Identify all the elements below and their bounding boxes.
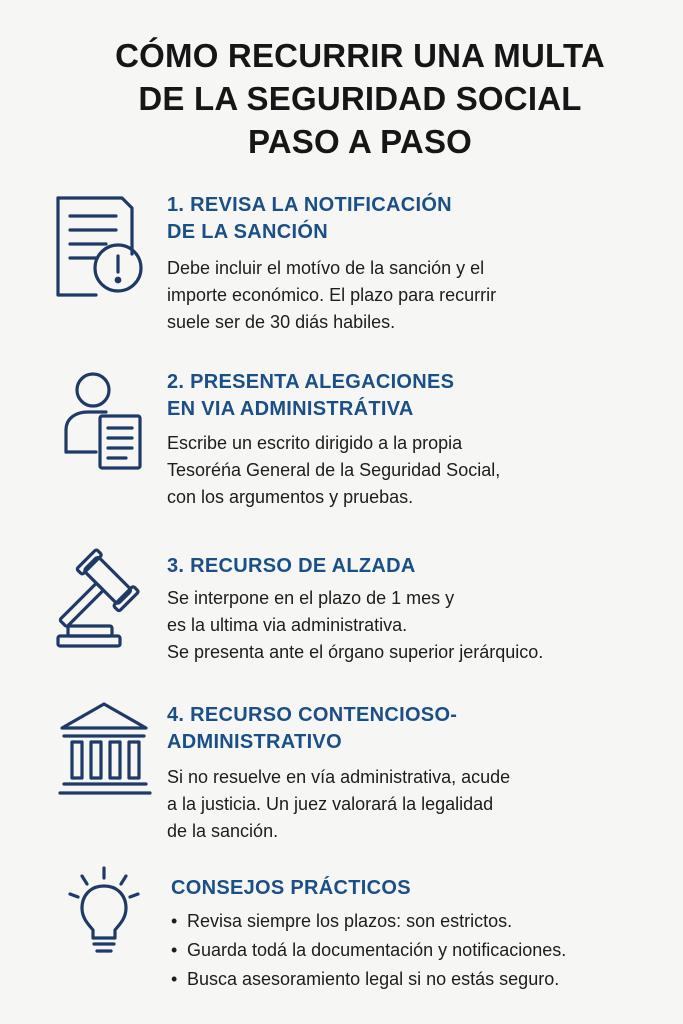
step-1-description-line: importe económico. El plazo para recurrir <box>167 285 497 305</box>
person-document-icon <box>60 370 146 476</box>
step-3-title-line-1: 3. RECURSO DE ALZADA <box>167 555 416 577</box>
step-1-description-line: suele ser de 30 diás habiles. <box>167 312 396 332</box>
page-title-line-3: PASO A PASO <box>247 123 473 160</box>
step-2-title-line-1: 2. PRESENTA ALEGACIONES <box>167 371 455 393</box>
step-4-title-line-2: ADMINISTRATIVO <box>167 731 342 753</box>
step-3-description <box>167 585 543 666</box>
step-2-description-line: Escribe un escrito dirigido a la propia <box>167 433 463 453</box>
step-3-description-line: es la ultima via administrativa. <box>167 615 408 635</box>
page-title-line-2: DE LA SEGURIDAD SOCIAL <box>138 80 582 117</box>
step-2-description-line: Tesoréńa General de la Seguridad Social, <box>167 460 501 480</box>
step-3-description-line: Se presenta ante el órgano superior jerárquico. <box>167 642 544 662</box>
tips-list-item: • Guarda todá la documentación y notificaciones. <box>171 936 566 965</box>
document-warning-icon <box>52 194 144 300</box>
step-4-description-line: de la sanción. <box>167 821 279 841</box>
step-4-description-line: Si no resuelve en vía administrativa, acude <box>167 767 511 787</box>
tips-list-item: • Busca asesoramiento legal si no estás seguro. <box>171 965 566 994</box>
step-2-description-line: con los argumentos y pruebas. <box>167 487 414 507</box>
bullet: • <box>171 911 178 931</box>
step-1-title-line-2: DE LA SANCIÓN <box>167 221 328 243</box>
bullet: • <box>171 969 178 989</box>
step-4-title-line-1: 4. RECURSO CONTENCIOSO- <box>167 704 458 726</box>
tips-list <box>171 907 566 994</box>
step-3-title <box>167 553 416 580</box>
step-4-title <box>167 702 457 756</box>
step-2-title-line-2: EN VIA ADMINISTRÁTIVA <box>167 398 414 420</box>
courthouse-icon <box>56 700 152 798</box>
page-title <box>60 34 660 163</box>
step-4-description-line: a la justicia. Un juez valorará la legalidad <box>167 794 494 814</box>
step-1-description-line: Debe incluir el motívo de la sanción y el <box>167 258 485 278</box>
tips-title: CONSEJOS PRÁCTICOS <box>171 877 411 899</box>
step-3-description-line: Se interpone en el plazo de 1 mes y <box>167 588 455 608</box>
step-2-title <box>167 369 454 423</box>
page-title-line-1: CÓMO RECURRIR UNA MULTA <box>115 37 605 74</box>
step-1-title-line-1: 1. REVISA LA NOTIFICACIÓN <box>167 194 452 216</box>
bullet: • <box>171 940 178 960</box>
step-4-description <box>167 764 510 845</box>
tips-list-item: • Revisa siempre los plazos: son estrictos. <box>171 907 566 936</box>
step-2-description <box>167 430 500 511</box>
step-1-title <box>167 192 452 246</box>
lightbulb-icon <box>66 866 142 958</box>
step-1-description <box>167 255 496 336</box>
gavel-icon <box>54 548 150 648</box>
